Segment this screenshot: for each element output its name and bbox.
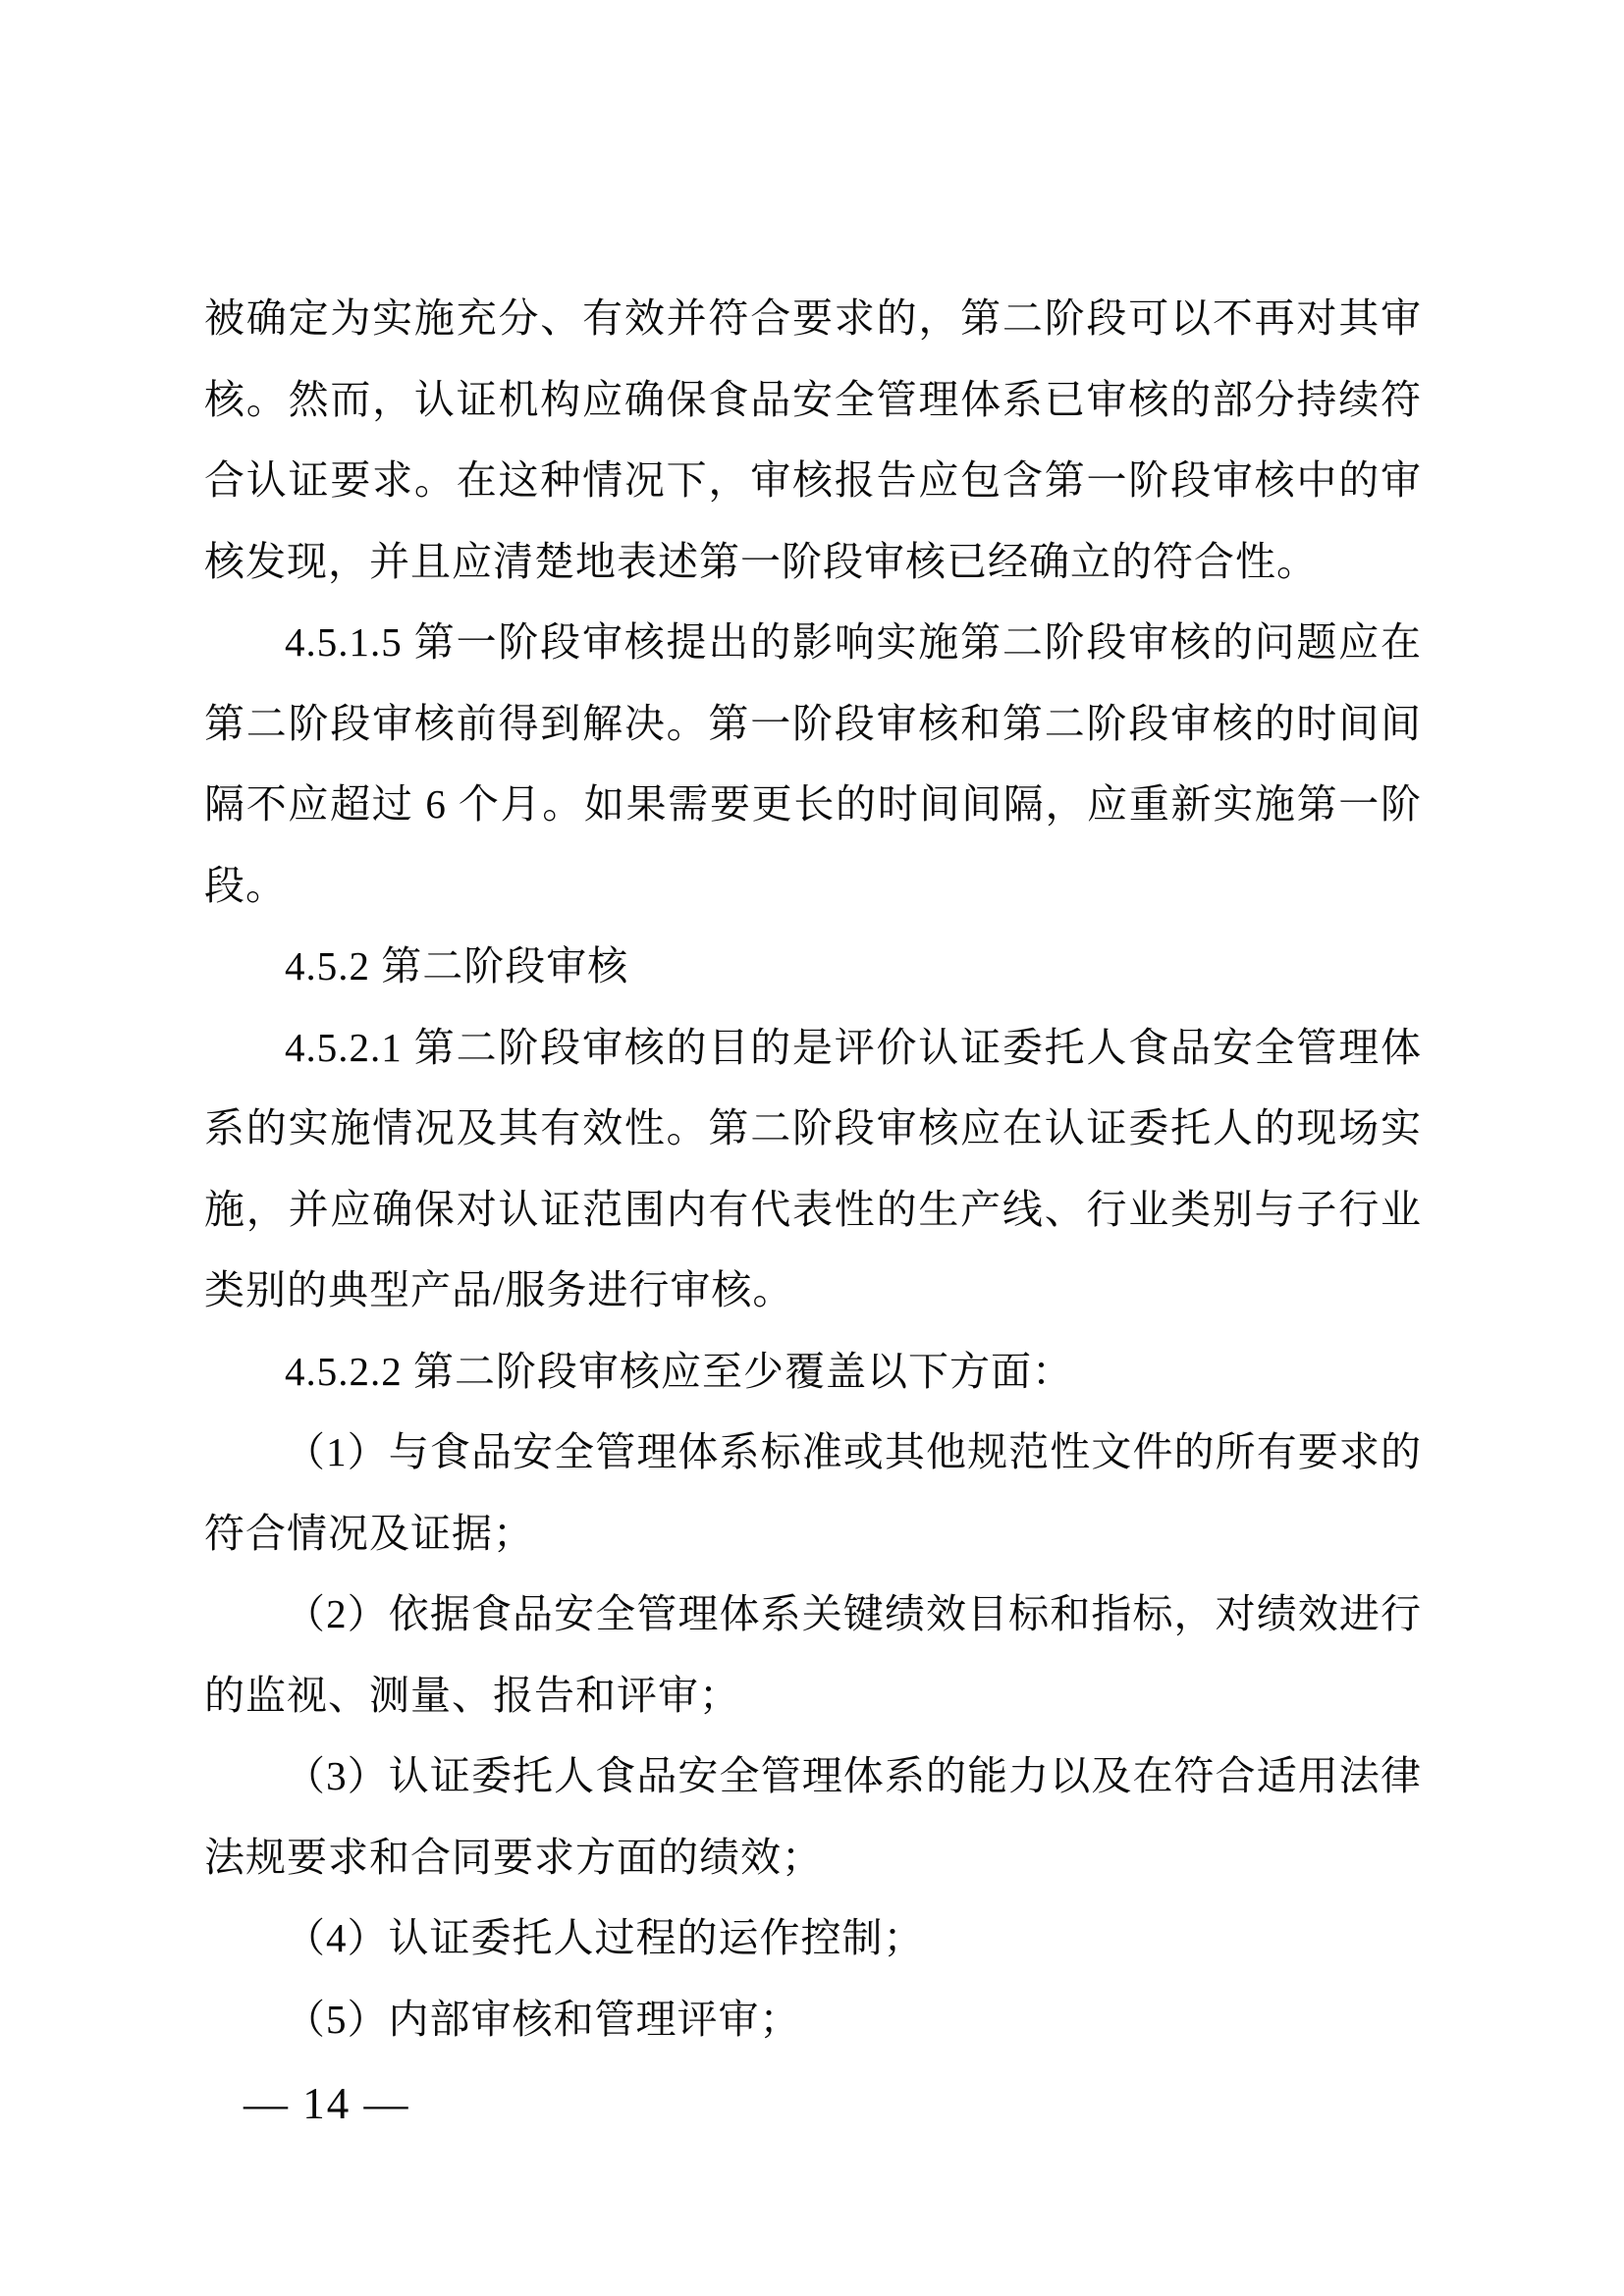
paragraph-4-5-2-2: 4.5.2.2 第二阶段审核应至少覆盖以下方面： xyxy=(285,1348,1073,1394)
list-item-5: （5）内部审核和管理评审； xyxy=(285,1996,801,2042)
list-item-1: （1）与食品安全管理体系标准或其他规范性文件的所有要求的符合情况及证据； xyxy=(204,1429,1422,1556)
paragraph-4-5-2-1: 4.5.2.1 第二阶段审核的目的是评价认证委托人食品安全管理体系的实施情况及其有效性。第二阶段审核应在认证委托人的现场实施，并应确保对认证范围内有代表性的生产线、行业类别与子行业类别的典型产品/服务进行审核。 xyxy=(204,1024,1422,1312)
list-item-4: （4）认证委托人过程的运作控制； xyxy=(285,1915,925,1960)
heading-4-5-2: 4.5.2 第二阶段审核 xyxy=(285,943,629,988)
document-body xyxy=(204,278,1422,2059)
paragraph-4-5-1-5: 4.5.1.5 第一阶段审核提出的影响实施第二阶段审核的问题应在第二阶段审核前得到解决。第一阶段审核和第二阶段审核的时间间隔不应超过 6 个月。如果需要更长的时间间隔，应重新实施第一阶段。 xyxy=(204,619,1422,908)
list-item-3: （3）认证委托人食品安全管理体系的能力以及在符合适用法律法规要求和合同要求方面的绩效； xyxy=(204,1753,1422,1880)
list-item-2: （2）依据食品安全管理体系关键绩效目标和指标，对绩效进行的监视、测量、报告和评审； xyxy=(204,1591,1422,1718)
page-number: — 14 — xyxy=(244,2079,410,2128)
paragraph-continuation: 被确定为实施充分、有效并符合要求的，第二阶段可以不再对其审核。然而，认证机构应确保食品安全管理体系已审核的部分持续符合认证要求。在这种情况下，审核报告应包含第一阶段审核中的审核发现，并且应清楚地表述第一阶段审核已经确立的符合性。 xyxy=(204,295,1422,584)
